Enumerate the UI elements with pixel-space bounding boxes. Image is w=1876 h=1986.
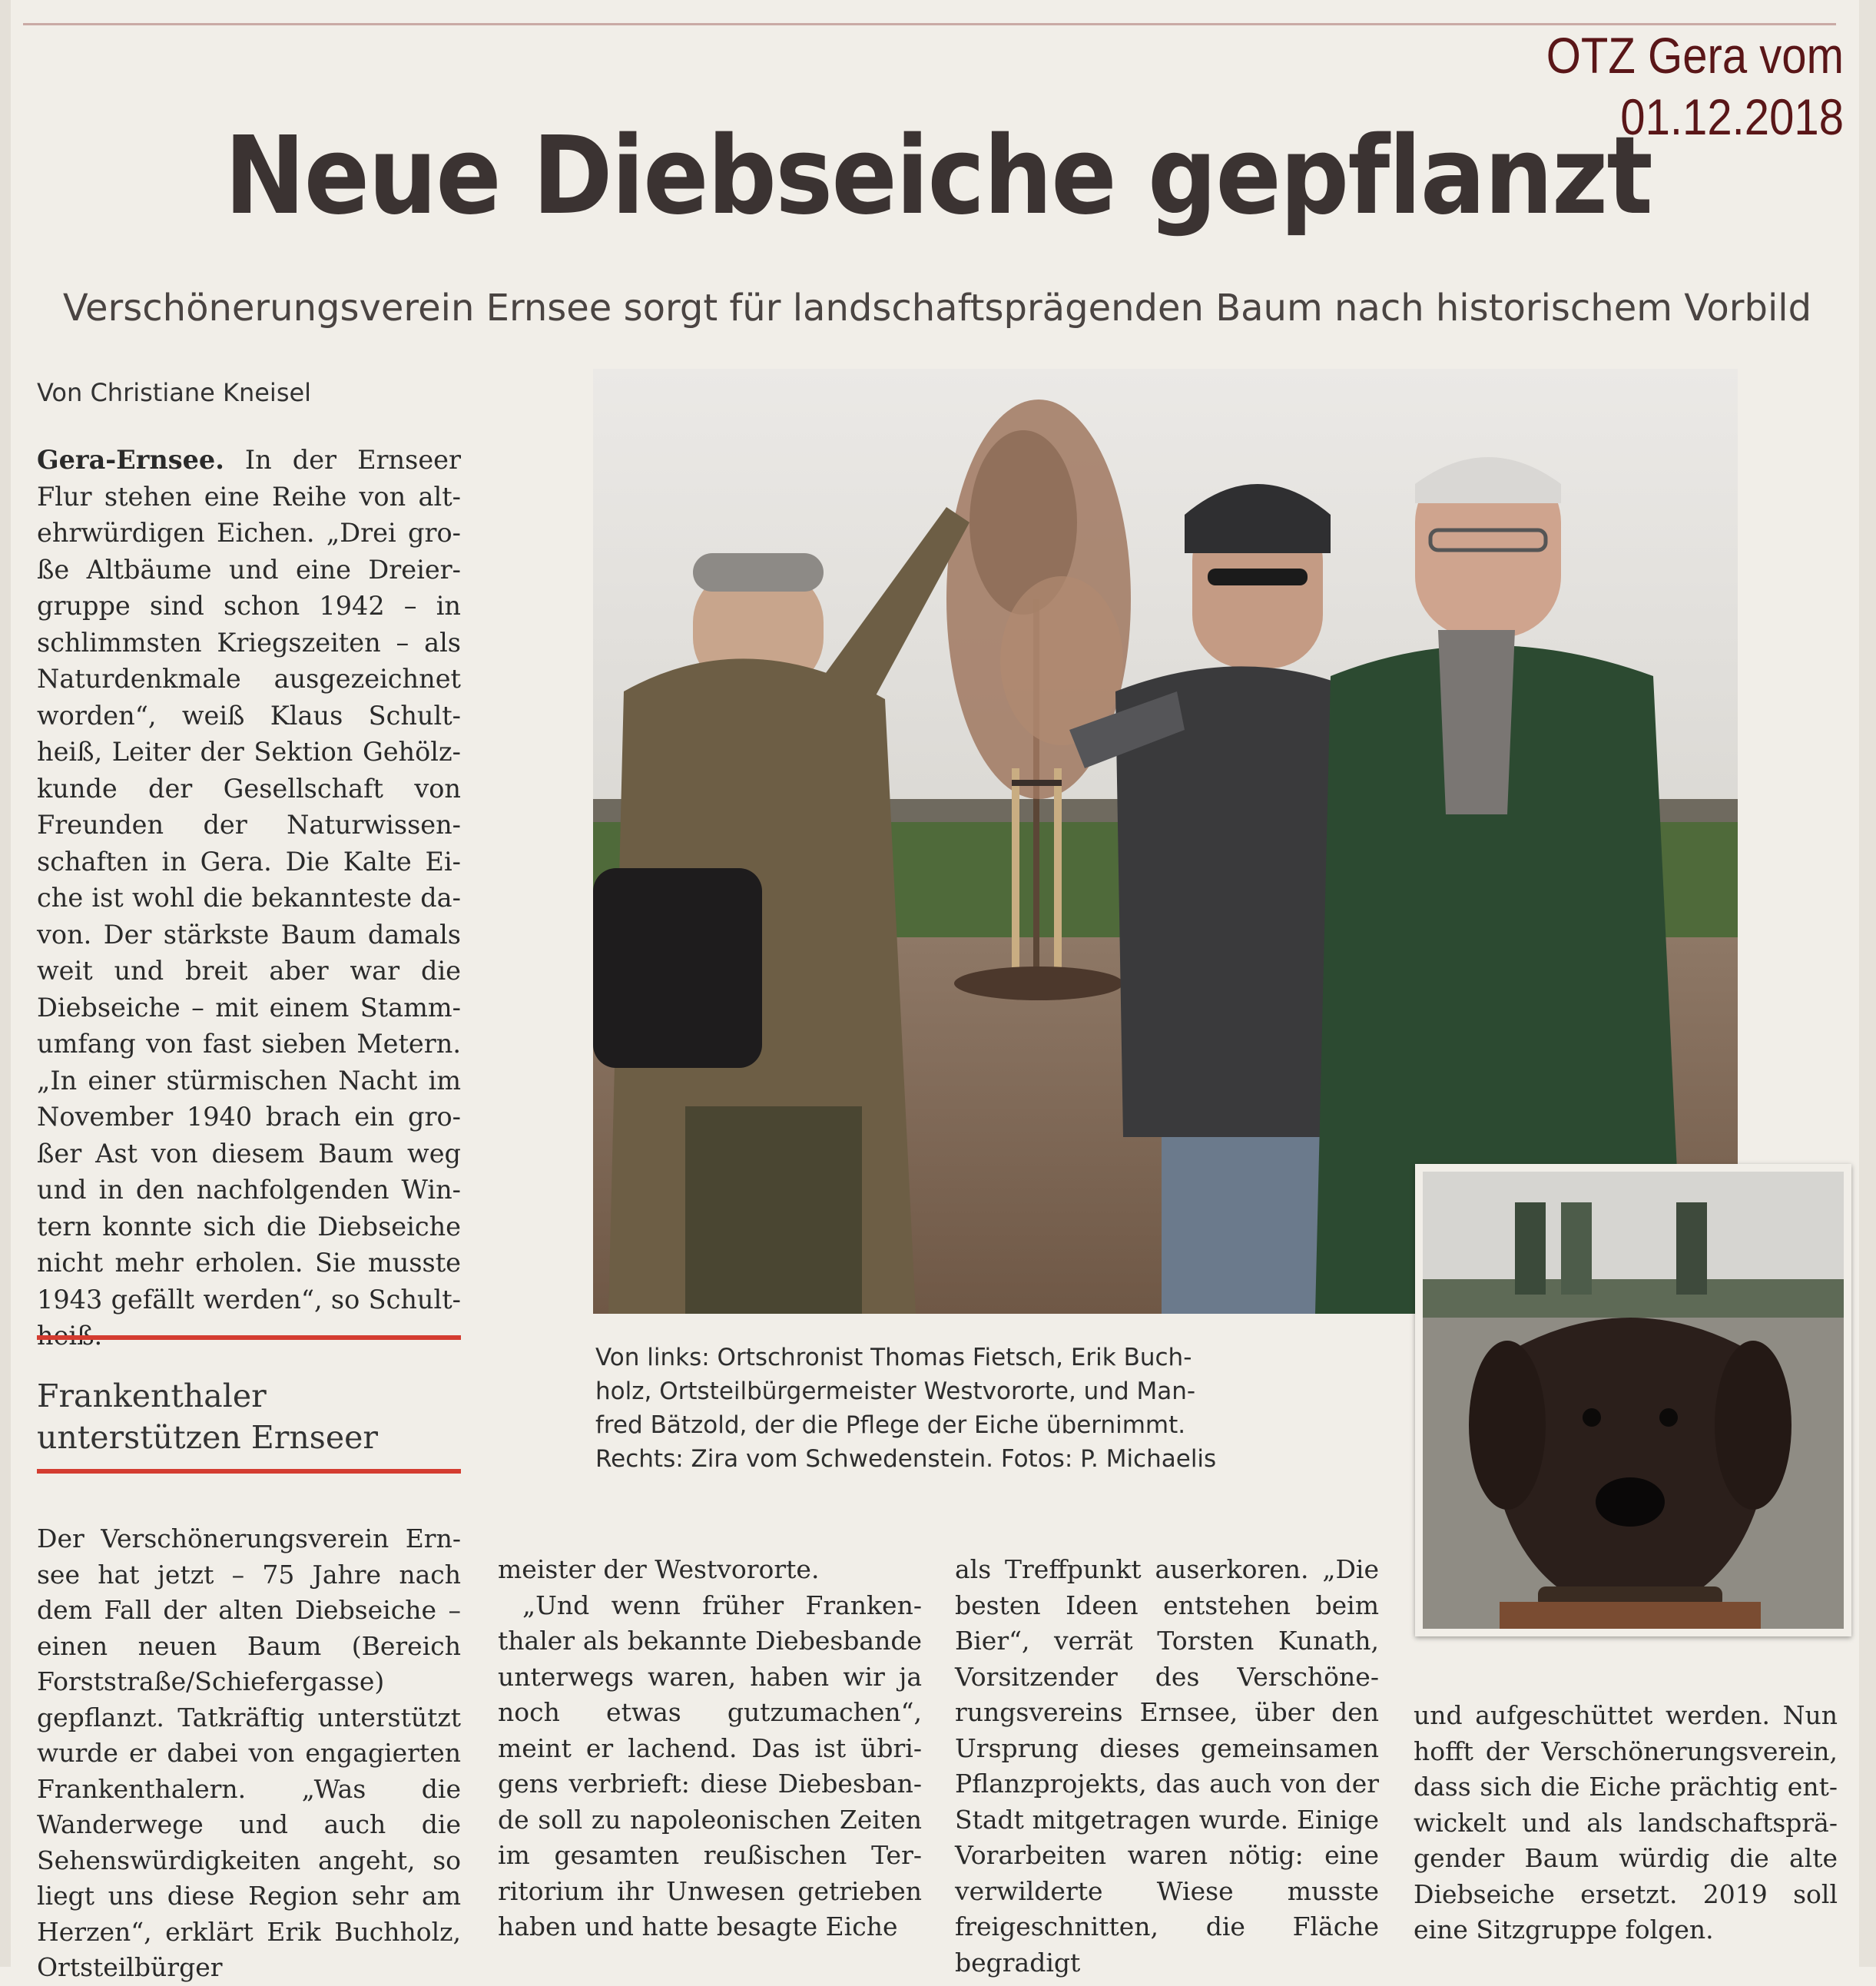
body-column-3 xyxy=(955,1552,1379,1981)
caption-line-1: Von links: Ortschronist Thomas Fietsch, Erik Buch- xyxy=(595,1344,1192,1371)
body-paragraph-1: Der Verschönerungsverein Ernsee hat jetzt – 75 Jahre nach dem Fall der alten Diebseiche – einen neuen Baum (Bereich Forststraße/Schiefergasse) gepflanzt. Tatkräftig unterstützt wurde er dabei von engagierten Frankenthalern. „Was die Wanderwege und auch die Sehenswürdigkeiten angeht, so liegt uns diese Region sehr am Herzen“, erklärt Erik Buchholz, Ortsteilbürger xyxy=(37,1523,461,1982)
source-label: OTZ Gera vom 01.12.2018 xyxy=(1546,27,1844,145)
body-column-2 xyxy=(498,1552,922,1945)
dog-photo-illustration xyxy=(1423,1172,1844,1629)
article-subheadline: Verschönerungsverein Ernsee sorgt für landschaftsprägenden Baum nach historischem Vorbild xyxy=(62,287,1812,330)
body-paragraph-2a: meister der Westvororte. xyxy=(498,1554,820,1584)
caption-line-3: fred Bätzold, der die Pflege der Eiche übernimmt. xyxy=(595,1411,1186,1439)
intertitle-rule-bottom xyxy=(37,1469,461,1474)
body-paragraph-2b: „Und wenn früher Frankenthaler als bekannte Diebesbande unterwegs waren, haben wir ja noch etwas gutzumachen“, meint er lachend. Das ist übrigens verbrieft: diese Diebesbande soll zu napoleonischen Zeiten im gesamten reußischen Territorium ihr Unwesen getrieben haben und hatte besagte Eiche xyxy=(498,1590,922,1941)
body-column-4 xyxy=(1414,1698,1838,1948)
photo-caption xyxy=(595,1341,1379,1476)
body-paragraph-3: als Treffpunkt auserkoren. „Die besten Ideen entstehen beim Bier“, verrät Torsten Kunath, Vorsitzender des Verschönerungsvereins Ernsee, über den Ursprung dieses gemeinsamen Pflanzprojekts, das auch von der Stadt mitgetragen wurde. Einige Vorarbeiten waren nötig: eine verwilderte Wiese musste freigeschnitten, die Fläche begradigt xyxy=(955,1554,1379,1978)
intertitle xyxy=(37,1375,461,1458)
caption-line-4: Rechts: Zira vom Schwedenstein. Fotos: P. Michaelis xyxy=(595,1445,1217,1473)
body-column-1 xyxy=(37,1521,461,1986)
intro-text: In der Ernseer Flur stehen eine Reihe von altehrwürdigen Eichen. „Drei große Altbäume und eine Dreiergruppe sind schon 1942 – in schlimmsten Kriegszeiten – als Naturdenkmale ausgezeichnet worden“, weiß Klaus Schultheiß, Leiter der Sektion Gehölzkunde der Gesellschaft von Freunden der Naturwissenschaften in Gera. Die Kalte Eiche ist wohl die bekannteste davon. Der stärkste Baum damals weit und breit aber war die Diebseiche – mit einem Stammumfang von fast sieben Metern. „In einer stürmischen Nacht im November 1940 brach ein großer Ast von diesem Baum weg und in den nachfolgenden Wintern konnte sich die Diebseiche nicht mehr erholen. Sie musste 1943 gefällt werden“, so Schult xyxy=(37,445,461,1315)
intro-paragraph xyxy=(37,442,461,1354)
article-headline: Neue Diebseiche gepflanzt xyxy=(224,114,1652,239)
body-paragraph-4: und aufgeschüttet werden. Nun hofft der Verschönerungsverein, dass sich die Eiche prächtig entwickelt und als landschaftsprägender Baum würdig die alte Diebseiche ersetzt. 2019 soll eine Sitzgruppe folgen. xyxy=(1414,1700,1838,1945)
dog-photo xyxy=(1415,1164,1851,1636)
page-edge-right xyxy=(1859,0,1876,1967)
caption-line-2: holz, Ortsteilbürgermeister Westvororte, und Man- xyxy=(595,1378,1196,1405)
intro-column xyxy=(37,442,461,1354)
intertitle-line-1: Frankenthaler xyxy=(37,1378,267,1414)
author-byline: Von Christiane Kneisel xyxy=(37,378,312,407)
dateline: Gera-Ernsee. xyxy=(37,445,224,475)
page-edge-left xyxy=(0,0,11,1967)
intertitle-rule-top xyxy=(37,1335,461,1340)
intertitle-line-2: unterstützen Ernseer xyxy=(37,1419,378,1456)
